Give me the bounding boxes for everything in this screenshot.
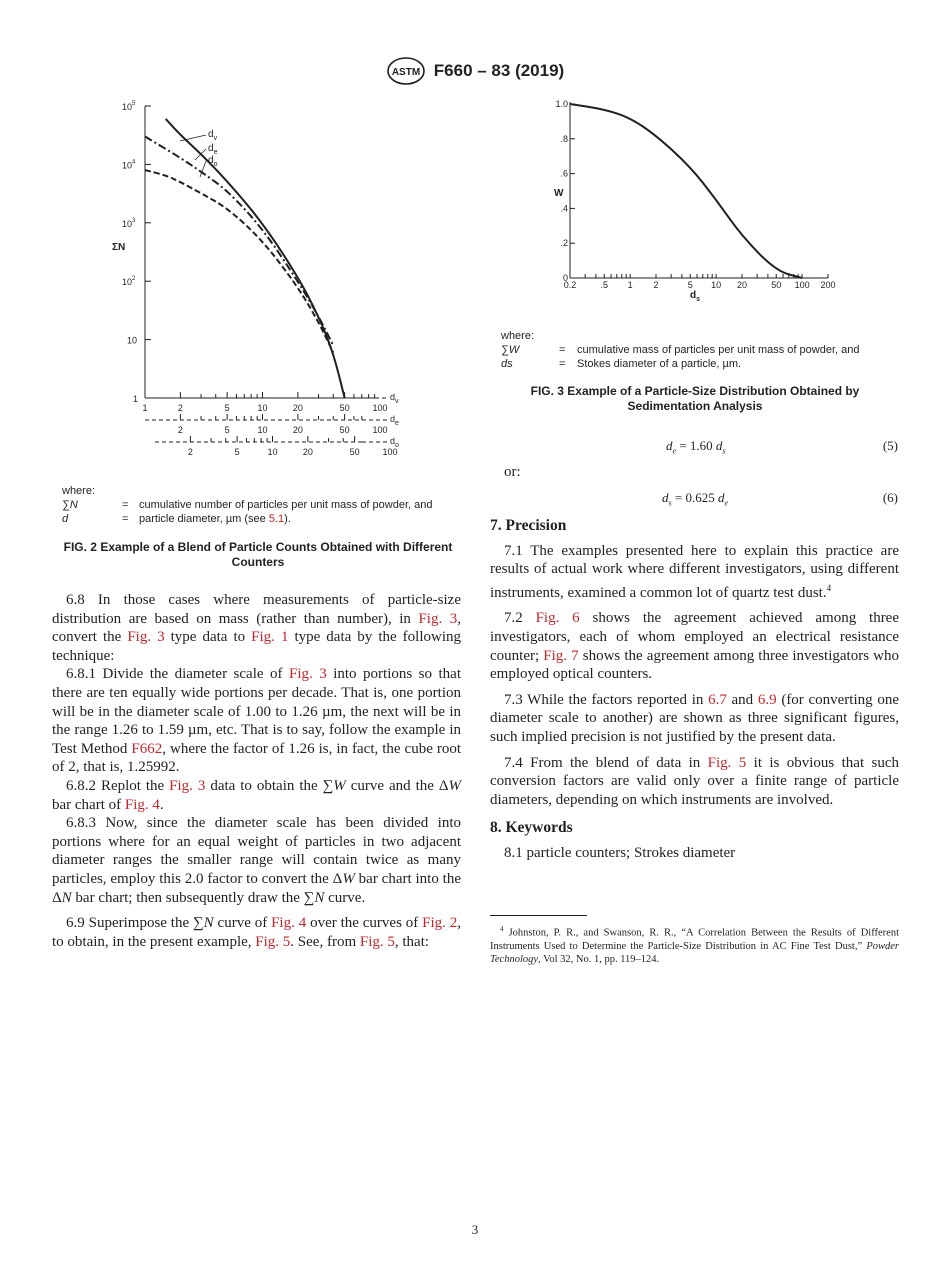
fig4-link[interactable]: Fig. 4	[124, 796, 160, 813]
fig3-x-tick-label: 10	[711, 280, 722, 290]
fig2-x-tick-label: 2	[177, 403, 183, 413]
section-link-5-1[interactable]: 5.1	[268, 513, 285, 525]
fig2-y-tick-label: $10^2$	[122, 276, 136, 288]
fig2-x-tick-label: 10	[257, 403, 268, 413]
fig3-caption: FIG. 3 Example of a Particle-Size Distribution Obtained by Sedimentation Analysis	[530, 384, 860, 413]
fig3-chart	[540, 96, 850, 308]
fig2-x-tick-label: 100	[372, 403, 388, 413]
fig3-y-tick-label: .2	[560, 238, 568, 249]
fig3-y-tick-label: .6	[560, 168, 568, 179]
fig3-y-tick-label: 1.0	[555, 99, 568, 109]
fig3-x-tick-label: 2	[653, 280, 659, 290]
paragraph-7-4: 7.4 From the blend of data in Fig. 5 it is obvious that such conversion factors are valid only over a finite range of particle diameters, depending on which instruments are involved.	[490, 754, 899, 808]
equation-6-body: $d_s = 0.625$ $d_e$	[662, 490, 729, 508]
fig2-x-tick-label: 10	[257, 425, 268, 435]
fig2-series-label: $d_e$	[208, 143, 218, 156]
where-symbol: d	[62, 513, 69, 525]
fig6-link[interactable]: Fig. 6	[535, 610, 580, 627]
fig2-axis-name: $d_o$	[390, 436, 399, 449]
fig2-y-label: ΣN	[112, 242, 126, 253]
fig2-series-de	[145, 137, 333, 346]
fig2-where-row	[62, 512, 462, 526]
paragraph-6-9: 6.9 Superimpose the ∑N curve of Fig. 4 over the curves of Fig. 2, to obtain, in the present example, Fig. 5. See, from Fig. 5, that:	[52, 915, 461, 950]
paragraph-7-1: 7.1 The examples presented here to explain this practice are results of actual work where different investigators, using different instruments, examined a common lot of quartz test dust.$^4$	[490, 542, 899, 601]
section-7-heading: 7. Precision	[490, 517, 567, 534]
page-header	[0, 56, 950, 86]
fig2-where-block	[62, 484, 462, 526]
right-column	[490, 517, 899, 870]
page-number: 3	[471, 1222, 479, 1237]
fig2-y-tick-label: 1	[133, 394, 139, 404]
fig7-link[interactable]: Fig. 7	[543, 647, 579, 664]
where-definition-text: particle diameter, µm (see	[139, 513, 269, 525]
fig3-x-tick-label: 1	[627, 280, 633, 290]
equation-5-number: (5)	[882, 438, 898, 453]
fig2-link[interactable]: Fig. 2	[422, 915, 458, 932]
fig5-link[interactable]: Fig. 5	[707, 754, 747, 771]
svg-text:ASTM: ASTM	[391, 67, 420, 78]
document-designation: F660 – 83 (2019)	[433, 61, 565, 80]
where-symbol: ds	[501, 358, 513, 370]
fig3-series-line	[570, 104, 802, 278]
paragraph-7-3: 7.3 While the factors reported in 6.7 and 6.9 (for converting one diameter scale to another) are shown as three significant figures, such implied precision is not justified by the present data.	[490, 691, 899, 745]
fig2-x-tick-label: 100	[382, 447, 398, 457]
fig2-x-tick-label: 2	[177, 425, 183, 435]
where-equals: =	[559, 358, 566, 370]
fig3-y-label: W	[554, 188, 564, 199]
left-column	[52, 591, 461, 951]
fig2-where-title: where:	[62, 485, 96, 497]
fig2-x-tick-label: 20	[292, 425, 303, 435]
fig3-x-tick-label: 20	[736, 280, 748, 290]
section-link-6-7[interactable]: 6.7	[708, 691, 727, 708]
fig5-link[interactable]: Fig. 5	[255, 933, 291, 950]
fig2-axis-name: $d_e$	[390, 414, 399, 427]
where-definition: cumulative mass of particles per unit mass of powder, and	[577, 344, 860, 356]
where-symbol: ∑W	[501, 344, 520, 356]
fig3-where-title: where:	[501, 330, 535, 342]
paragraph-7-2: 7.2 Fig. 6 shows the agreement achieved among three investigators, each of whom employed an electrical resistance counter; Fig. 7 shows the agreement among three investigators who employed optical counters.	[490, 610, 900, 683]
equation-6-number: (6)	[882, 490, 898, 505]
fig2-x-tick-label: 20	[292, 403, 303, 413]
fig3-y-tick-label: .4	[560, 203, 568, 214]
fig3-x-label: $d_s$	[690, 290, 701, 303]
footnote-divider	[490, 915, 587, 916]
fig3-y-tick-label: .8	[560, 133, 568, 144]
fig2-y-tick-label: $10^4$	[122, 159, 136, 171]
fig2-x-tick-label: 1	[142, 403, 148, 413]
fig2-y-tick-label: $10^3$	[122, 217, 136, 229]
fig2-series-do	[145, 170, 333, 352]
equation-5-body: $d_e = 1.60$ $d_s$	[666, 438, 726, 456]
where-definition: cumulative number of particles per unit mass of powder, and	[139, 499, 433, 511]
paragraph-8-1: 8.1 particle counters; Strokes diameter	[504, 844, 736, 861]
section-link-6-9[interactable]: 6.9	[757, 691, 777, 708]
fig3-x-tick-label: 0.2	[563, 280, 577, 290]
fig3-x-tick-label: 100	[794, 280, 810, 290]
fig3-y-tick-label: 0	[562, 273, 568, 283]
fig3-link[interactable]: Fig. 3	[418, 610, 458, 627]
fig2-chart	[100, 92, 430, 464]
fig2-x-tick-label: 5	[224, 403, 230, 413]
or-text: or:	[504, 464, 521, 480]
fig2-x-tick-label: 5	[234, 447, 240, 457]
fig2-series-label: $d_o$	[208, 155, 218, 168]
where-equals: =	[122, 499, 129, 511]
fig3-x-tick-label: 200	[820, 280, 836, 290]
where-symbol: ∑N	[62, 499, 78, 511]
fig4-link[interactable]: Fig. 4	[271, 915, 307, 932]
where-equals: =	[122, 513, 129, 525]
fig2-series-dv	[166, 119, 345, 398]
fig2-x-tick-label: 50	[339, 425, 350, 435]
fig3-link[interactable]: Fig. 3	[288, 666, 327, 683]
fig2-y-tick-label: $10^5$	[122, 101, 136, 112]
fig3-link[interactable]: Fig. 3	[169, 777, 206, 794]
fig2-x-tick-label: 5	[224, 425, 230, 435]
fig5-link[interactable]: Fig. 5	[359, 933, 395, 950]
paragraph-6-8-1: 6.8.1 Divide the diameter scale of Fig. 3 into portions so that there are ten equally wide portions per decade. That is, one portion will be in the diameter scale of 1.00 to 1.26 µm, the next will be in the range 1.26 to 1.59 µm, etc. That is to say, follow the example in Test Method F662, where the factor of 1.26 is, in fact, the cube root of 2, that is, 1.25992.	[52, 666, 461, 776]
fig2-axis-name: $d_v$	[390, 392, 399, 405]
fig2-where-row	[62, 498, 462, 512]
fig3-x-tick-label: 5	[687, 280, 693, 290]
section-8-heading: 8. Keywords	[490, 819, 573, 837]
paragraph-6-8-2: 6.8.2 Replot the Fig. 3 data to obtain the ∑W curve and the ΔW bar chart of Fig. 4.	[52, 777, 461, 813]
fig2-x-tick-label: 50	[349, 447, 360, 457]
astm-logo-icon	[386, 56, 426, 86]
paragraph-6-8-3: 6.8.3 Now, since the diameter scale has been divided into portions where for an equal weight of particles in two adjacent diameter ranges the smaller range will contain twice as many particles, employ this 2.0 factor to convert the ΔW bar chart into the ΔN bar chart; then subsequently draw the ∑N curve.	[52, 815, 461, 906]
fig2-caption: FIG. 2 Example of a Blend of Particle Counts Obtained with Different Counters	[63, 540, 453, 569]
fig3-link[interactable]: Fig. 3	[127, 629, 165, 646]
fig3-x-tick-label: 50	[771, 280, 782, 290]
where-equals: =	[559, 344, 566, 356]
footnote-ref-4[interactable]: 4	[826, 582, 832, 593]
where-definition: Stokes diameter of a particle, µm.	[577, 358, 742, 370]
fig3-where-block	[501, 329, 901, 371]
where-definition	[139, 512, 291, 526]
fig2-x-tick-label: 100	[372, 425, 388, 435]
where-definition-tail: ).	[284, 513, 291, 525]
fig2-x-tick-label: 50	[339, 403, 350, 413]
fig3-where-row	[501, 357, 901, 371]
paragraph-6-8: 6.8 In those cases where measurements of particle-size distribution are based on mass (rather than number), in Fig. 3, convert the Fig. 3 type data to Fig. 1 type data by the following technique:	[52, 592, 461, 664]
fig3-where-row	[501, 343, 901, 357]
f662-link[interactable]: F662	[131, 740, 163, 757]
fig2-x-tick-label: 2	[187, 447, 193, 457]
fig2-y-tick-label: 10	[127, 335, 138, 346]
fig2-x-tick-label: 10	[267, 447, 278, 457]
fig2-x-tick-label: 20	[302, 447, 313, 457]
footnote-4: $^4$ Johnston, P. R., and Swanson, R. R., “A Correlation Between the Results of Different Instruments Used to Determine the Particle-Size Distribution in AC Fine Test Dust,” Powder Technology, Vol 32, No. 1, pp. 119–124.	[490, 925, 899, 965]
fig1-link[interactable]: Fig. 1	[251, 629, 289, 646]
fig2-series-label: $d_v$	[208, 129, 218, 142]
fig3-x-tick-label: .5	[600, 280, 608, 290]
